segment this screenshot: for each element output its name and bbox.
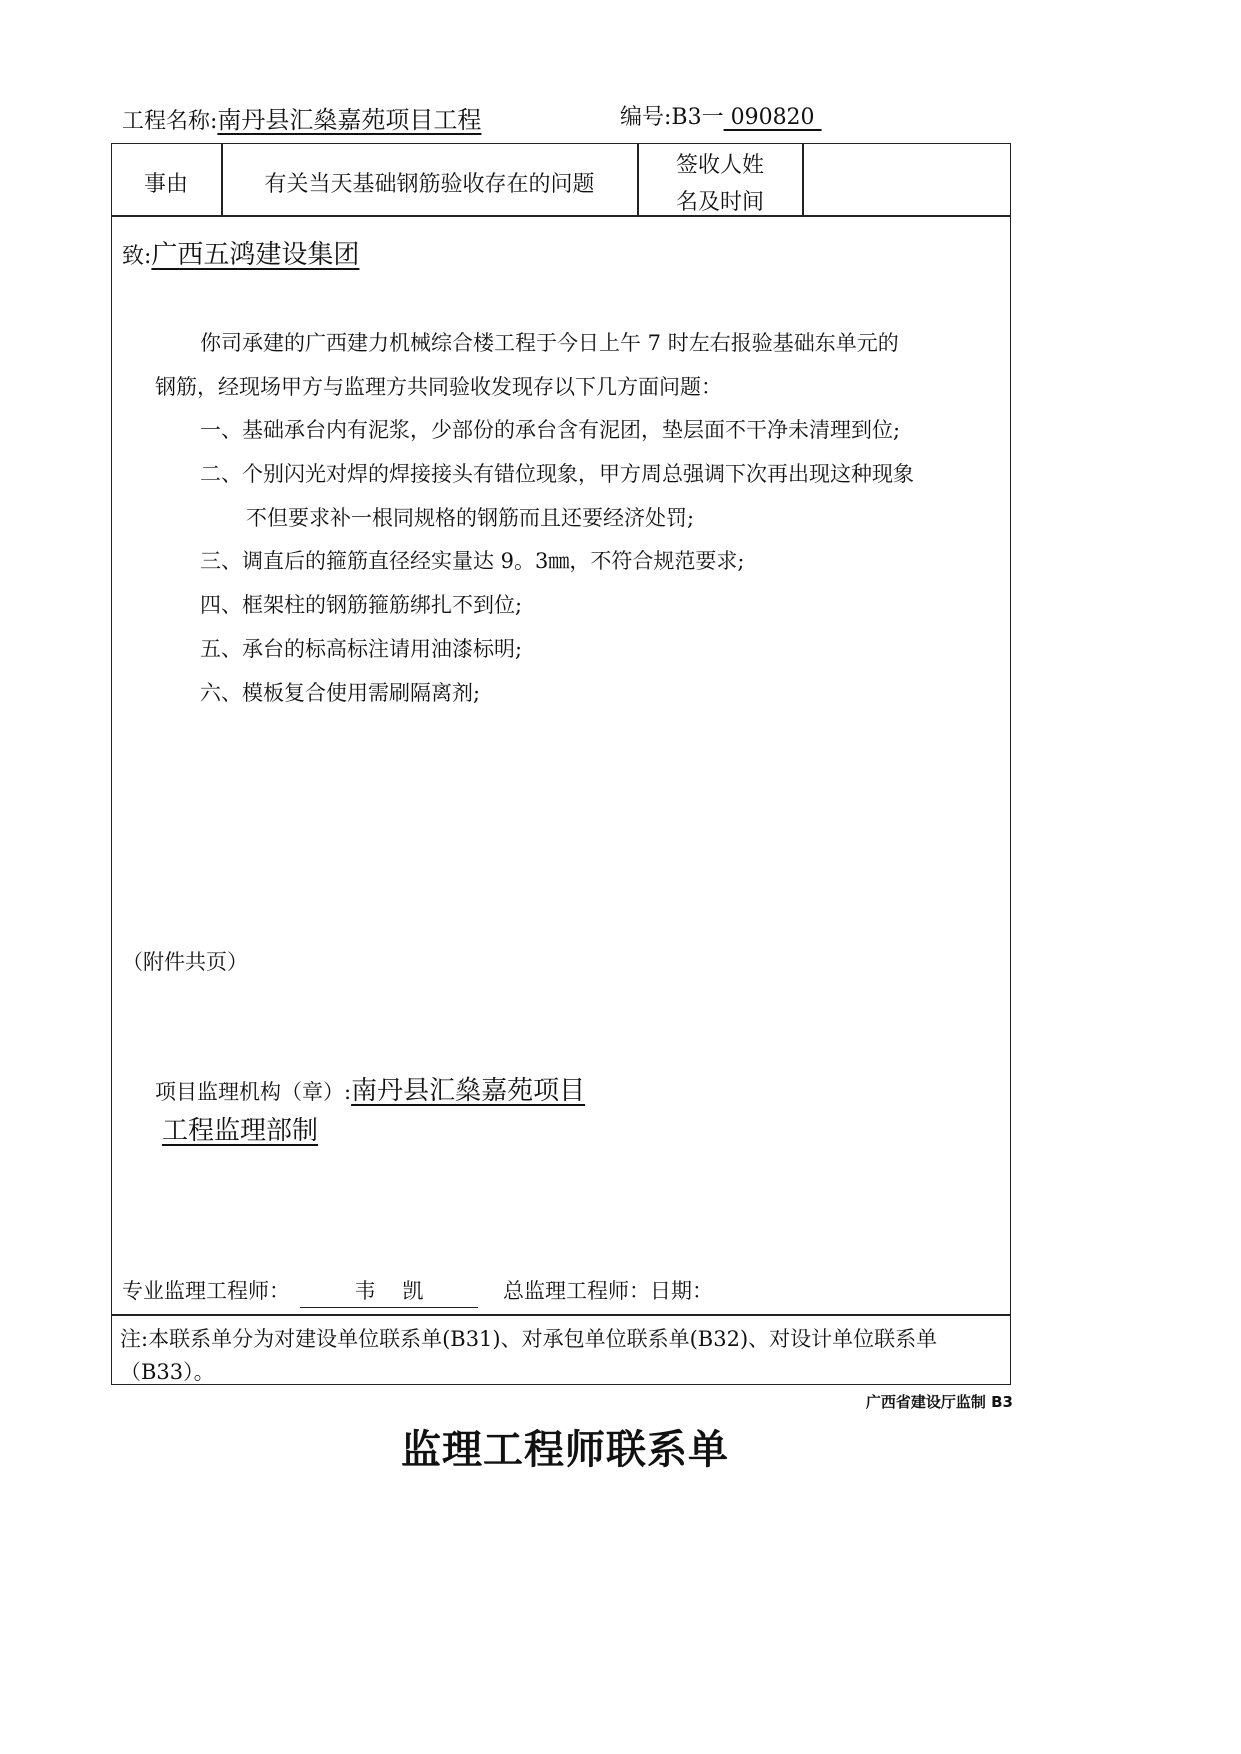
document-number-value: 090820 — [723, 105, 822, 130]
organization-label: 项目监理机构（章）: — [155, 1080, 352, 1104]
project-name-row — [122, 100, 481, 135]
attachment-count: （附件共页） — [122, 950, 248, 974]
content-item-2: 二、个别闪光对焊的焊接接头有错位现象，甲方周总强调下次再出现这种现象 — [200, 462, 914, 486]
content-item-3: 三、调直后的箍筋直径经实量达 9。3㎜，不符合规范要求; — [200, 549, 745, 573]
organization-name-line2: 工程监理部制 — [162, 1116, 319, 1146]
content-item-2-continued: 不但要求补一根同规格的钢筋而且还要经济处罚; — [246, 506, 695, 530]
note-line2: （B33）。 — [120, 1360, 215, 1384]
signer-label-line1: 签收人姓 — [675, 153, 764, 178]
engineer-name: 韦 凯 — [300, 1275, 478, 1308]
content-item-1: 一、基础承台内有泥浆，少部份的承台含有泥团，垫层面不干净未清理到位; — [200, 418, 901, 442]
form-title: 监理工程师联系单 — [401, 1427, 729, 1473]
document-number-label: 编号:B3一 — [620, 105, 724, 130]
signer-label-line2: 名及时间 — [675, 190, 764, 215]
addressee-name: 广西五鸿建设集团 — [151, 240, 360, 270]
note-line1: 注:本联系单分为对建设单位联系单(B31)、对承包单位联系单(B32)、对设计单位联系单 — [120, 1327, 938, 1351]
organization-name-line1: 南丹县汇燊嘉苑项目 — [351, 1076, 586, 1106]
addressee-row — [122, 234, 359, 271]
reason-label: 事由 — [143, 172, 188, 197]
row-divider-1 — [111, 215, 1011, 217]
project-name-value: 南丹县汇燊嘉苑项目工程 — [217, 106, 482, 134]
addressee-prefix: 致: — [122, 244, 152, 269]
row-divider-note — [111, 1314, 1011, 1316]
organization-row — [155, 1070, 585, 1107]
chief-engineer-date-label: 总监理工程师：日期： — [503, 1279, 713, 1303]
document-number-row — [620, 100, 822, 131]
reason-value: 有关当天基础钢筋验收存在的问题 — [264, 172, 595, 197]
content-intro-line2: 钢筋，经现场甲方与监理方共同验收发现存以下几方面问题： — [155, 375, 722, 399]
content-intro-line1: 你司承建的广西建力机械综合楼工程于今日上午 7 时左右报验基础东单元的 — [200, 331, 899, 355]
project-name-label: 工程名称: — [122, 109, 218, 134]
col-divider-3 — [802, 143, 804, 215]
content-item-4: 四、框架柱的钢筋箍筋绑扎不到位; — [200, 593, 523, 617]
issuer-mark: 广西省建设厅监制 B3 — [865, 1393, 1013, 1411]
content-item-6: 六、模板复合使用需刷隔离剂; — [200, 681, 481, 705]
content-item-5: 五、承台的标高标注请用油漆标明; — [200, 637, 523, 661]
engineer-label: 专业监理工程师： — [122, 1279, 290, 1303]
